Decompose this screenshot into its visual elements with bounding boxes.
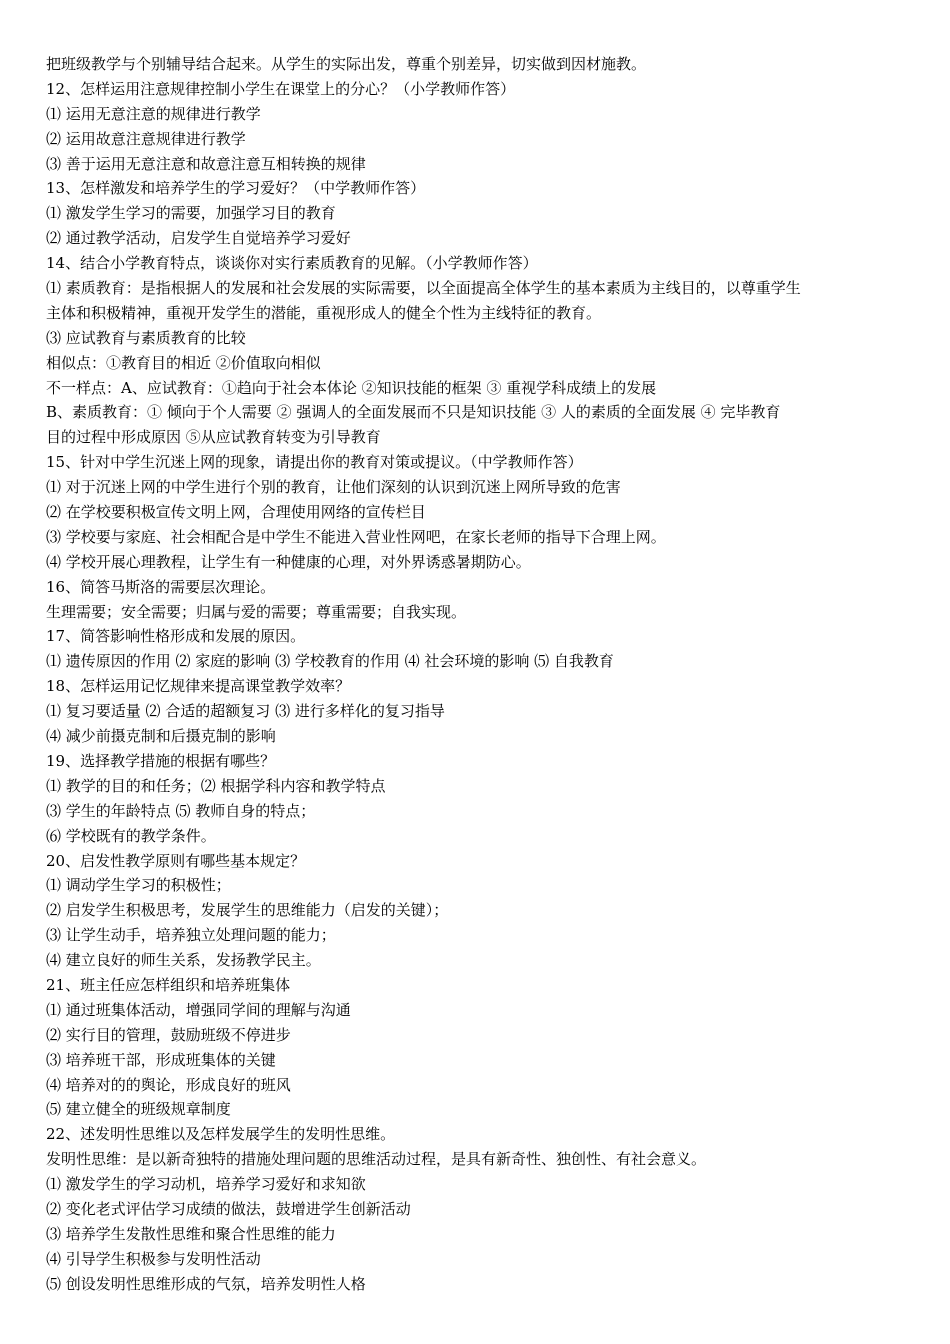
text-line: ⑷ 减少前摄克制和后摄克制的影响 xyxy=(46,727,276,746)
text-line: 12、怎样运用注意规律控制小学生在课堂上的分心？（小学教师作答） xyxy=(46,79,516,98)
text-line: ⑶ 善于运用无意注意和故意注意互相转换的规律 xyxy=(46,154,366,173)
text-line: 把班级教学与个别辅导结合起来。从学生的实际出发，尊重个别差异，切实做到因材施教。 xyxy=(46,55,647,73)
text-line: ⑴ 调动学生学习的积极性； xyxy=(46,876,231,895)
text-line: 14、结合小学教育特点，谈谈你对实行素质教育的见解。（小学教师作答） xyxy=(46,254,538,273)
text-line: ⑶ 学生的年龄特点 ⑸ 教师自身的特点； xyxy=(46,801,316,820)
text-line: 相似点：①教育目的相近 ②价值取向相似 xyxy=(46,353,321,372)
text-line: ⑸ 建立健全的班级规章制度 xyxy=(46,1100,231,1119)
text-line: ⑵ 通过教学活动，启发学生自觉培养学习爱好 xyxy=(46,229,351,248)
text-line: 21、班主任应怎样组织和培养班集体 xyxy=(46,975,291,994)
text-line: 目的过程中形成原因 ⑤从应试教育转变为引导教育 xyxy=(46,428,381,447)
text-line: 生理需要；安全需要；归属与爱的需要；尊重需要；自我实现。 xyxy=(46,602,467,621)
text-line: ⑴ 复习要适量 ⑵ 合适的超额复习 ⑶ 进行多样化的复习指导 xyxy=(46,702,445,721)
text-line: 不一样点：A、应试教育：①趋向于社会本体论 ②知识技能的框架 ③ 重视学科成绩上的发展 xyxy=(46,378,657,397)
text-line: ⑵ 在学校要积极宣传文明上网，合理使用网络的宣传栏目 xyxy=(46,503,426,522)
text-line: 发明性思维：是以新奇独特的措施处理问题的思维活动过程，是具有新奇性、独创性、有社会意义。 xyxy=(46,1150,707,1169)
text-line: 20、启发性教学原则有哪些基本规定？ xyxy=(46,851,306,870)
text-line: ⑵ 变化老式评估学习成绩的做法，鼓增进学生创新活动 xyxy=(46,1199,411,1218)
text-line: ⑵ 实行目的管理，鼓励班级不停进步 xyxy=(46,1025,291,1044)
text-line: ⑹ 学校既有的教学条件。 xyxy=(46,826,216,845)
text-line: ⑴ 通过班集体活动，增强同学间的理解与沟通 xyxy=(46,1000,351,1019)
text-line: ⑷ 建立良好的师生关系，发扬教学民主。 xyxy=(46,951,321,970)
text-line: 19、选择教学措施的根据有哪些？ xyxy=(46,751,276,770)
text-line: ⑷ 学校开展心理教程，让学生有一种健康的心理，对外界诱惑暑期防心。 xyxy=(46,552,531,571)
text-line: 17、简答影响性格形成和发展的原因。 xyxy=(46,627,306,646)
document-body xyxy=(46,52,906,1297)
text-line: ⑶ 应试教育与素质教育的比较 xyxy=(46,328,246,347)
text-line: 15、针对中学生沉迷上网的现象，请提出你的教育对策或提议。（中学教师作答） xyxy=(46,453,583,472)
text-line: ⑵ 启发学生积极思考，发展学生的思维能力（启发的关键）； xyxy=(46,901,449,920)
text-line: ⑴ 素质教育：是指根据人的发展和社会发展的实际需要，以全面提高全体学生的基本素质为主线目的，以尊重学生 xyxy=(46,279,801,298)
text-line: ⑴ 教学的目的和任务；⑵ 根据学科内容和教学特点 xyxy=(46,776,386,795)
text-line: ⑴ 对于沉迷上网的中学生进行个别的教育，让他们深刻的认识到沉迷上网所导致的危害 xyxy=(46,478,621,497)
text-line: ⑴ 激发学生学习的需要，加强学习目的教育 xyxy=(46,204,336,223)
text-line: ⑷ 培养对的的舆论，形成良好的班风 xyxy=(46,1075,291,1094)
text-line: ⑶ 学校要与家庭、社会相配合是中学生不能进入营业性网吧，在家长老师的指导下合理上网。 xyxy=(46,527,666,546)
text-line: ⑸ 创设发明性思维形成的气氛，培养发明性人格 xyxy=(46,1274,366,1293)
text-line: ⑴ 遗传原因的作用 ⑵ 家庭的影响 ⑶ 学校教育的作用 ⑷ 社会环境的影响 ⑸ 自我教育 xyxy=(46,652,614,671)
text-line: B、素质教育：① 倾向于个人需要 ② 强调人的全面发展而不只是知识技能 ③ 人的素质的全面发展 ④ 完毕教育 xyxy=(46,403,781,422)
text-line: ⑷ 引导学生积极参与发明性活动 xyxy=(46,1249,261,1268)
text-line: 18、怎样运用记忆规律来提高课堂教学效率？ xyxy=(46,677,351,696)
text-line: ⑴ 运用无意注意的规律进行教学 xyxy=(46,104,261,123)
text-line: 22、述发明性思维以及怎样发展学生的发明性思维。 xyxy=(46,1125,396,1144)
text-line: 13、怎样激发和培养学生的学习爱好？（中学教师作答） xyxy=(46,179,426,198)
text-line: ⑵ 运用故意注意规律进行教学 xyxy=(46,129,246,148)
text-line: ⑶ 培养班干部，形成班集体的关键 xyxy=(46,1050,276,1069)
text-line: ⑶ 让学生动手，培养独立处理问题的能力； xyxy=(46,926,336,945)
text-line: ⑴ 激发学生的学习动机，培养学习爱好和求知欲 xyxy=(46,1175,366,1194)
text-line: 主体和积极精神，重视开发学生的潜能，重视形成人的健全个性为主线特征的教育。 xyxy=(46,303,602,322)
text-line: ⑶ 培养学生发散性思维和聚合性思维的能力 xyxy=(46,1224,336,1243)
text-line: 16、简答马斯洛的需要层次理论。 xyxy=(46,577,276,596)
